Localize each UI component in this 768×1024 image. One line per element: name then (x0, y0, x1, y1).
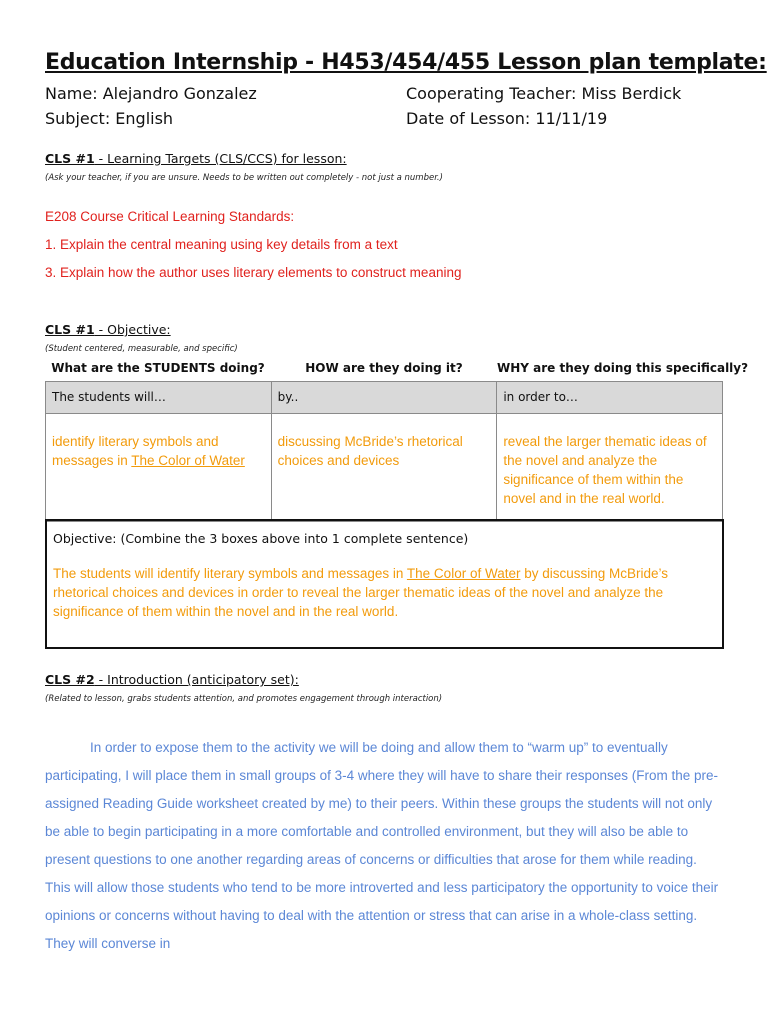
introduction-paragraph (45, 734, 725, 958)
objective-title: - Objective: (94, 322, 171, 337)
what-text: identify literary symbols and messages in (52, 434, 219, 468)
date-label: Date of Lesson: (406, 109, 531, 128)
combined-book-title: The Color of Water (406, 566, 521, 581)
combined-objective-end: by discussing McBride’s rhetorical choices and devices in order to reveal the larger thematic ideas of the novel and analyze the significance of them within the novel and in the real world. (53, 566, 669, 619)
standard-3: 3. Explain how the author uses literary elements to construct meaning (45, 265, 462, 280)
name-line (45, 84, 257, 103)
combined-objective-box (45, 519, 724, 649)
learning-targets-title: - Learning Targets (CLS/CCS) for lesson: (94, 151, 347, 166)
students-will-cell: The students will… (46, 382, 272, 414)
book-title: The Color of Water (131, 453, 245, 468)
col-why-heading: WHY are they doing this specifically? (497, 361, 749, 375)
subject-label: Subject: (45, 109, 111, 128)
objective-table-header-row (46, 382, 723, 414)
introduction-heading (45, 672, 299, 687)
teacher-value: Miss Berdick (581, 84, 682, 103)
objective-heading (45, 322, 171, 337)
objective-note: (Student centered, measurable, and specific) (45, 344, 238, 354)
introduction-num: CLS #2 (45, 672, 95, 687)
how-cell: discussing McBride’s rhetorical choices and devices (271, 414, 497, 522)
combined-objective-text (53, 564, 716, 621)
col-what-heading: What are the STUDENTS doing? (51, 361, 265, 375)
subject-value: English (115, 109, 174, 128)
learning-targets-note: (Ask your teacher, if you are unsure. Needs to be written out completely - not just a number.) (45, 173, 443, 183)
standards-title: E208 Course Critical Learning Standards: (45, 209, 295, 224)
introduction-text: In order to expose them to the activity we will be doing and allow them to “warm up” to eventually participating, I will place them in small groups of 3-4 where they will have to share their responses (From the pre-assigned Reading Guide worksheet created by me) to their peers. Within these groups the students will not only be able to begin participating in a more comfortable and controlled environment, but they will also be able to present questions to one another regarding areas of concerns or difficulties that arose for them while reading. This will allow those students who tend to be more introverted and less participatory the opportunity to voice their opinions or concerns without having to deal with the attention or stress that can arise in a whole-class setting. They will converse in (45, 740, 719, 951)
page-title: Education Internship - H453/454/455 Lesson plan template: (45, 50, 767, 75)
what-cell (46, 414, 272, 522)
why-cell: reveal the larger thematic ideas of the novel and analyze the significance of them within the novel and in the real world. (497, 414, 723, 522)
date-value: 11/11/19 (535, 109, 608, 128)
teacher-label: Cooperating Teacher: (406, 84, 577, 103)
date-line (406, 109, 607, 128)
by-cell: by.. (271, 382, 497, 414)
objective-table-body-row (46, 414, 723, 522)
learning-targets-num: CLS #1 (45, 151, 95, 166)
name-label: Name: (45, 84, 98, 103)
objective-table (45, 381, 723, 522)
name-value: Alejandro Gonzalez (102, 84, 257, 103)
introduction-title: - Introduction (anticipatory set): (94, 672, 299, 687)
introduction-note: (Related to lesson, grabs students attention, and promotes engagement through interaction) (45, 694, 443, 704)
standard-1: 1. Explain the central meaning using key details from a text (45, 237, 398, 252)
learning-targets-heading (45, 151, 347, 166)
combined-objective-start: The students will identify literary symbols and messages in (53, 566, 407, 581)
col-how-heading: HOW are they doing it? (305, 361, 463, 375)
combined-objective-label: Objective: (Combine the 3 boxes above into 1 complete sentence) (53, 531, 469, 546)
teacher-line (406, 84, 681, 103)
subject-line (45, 109, 173, 128)
in-order-to-cell: in order to… (497, 382, 723, 414)
objective-num: CLS #1 (45, 322, 95, 337)
